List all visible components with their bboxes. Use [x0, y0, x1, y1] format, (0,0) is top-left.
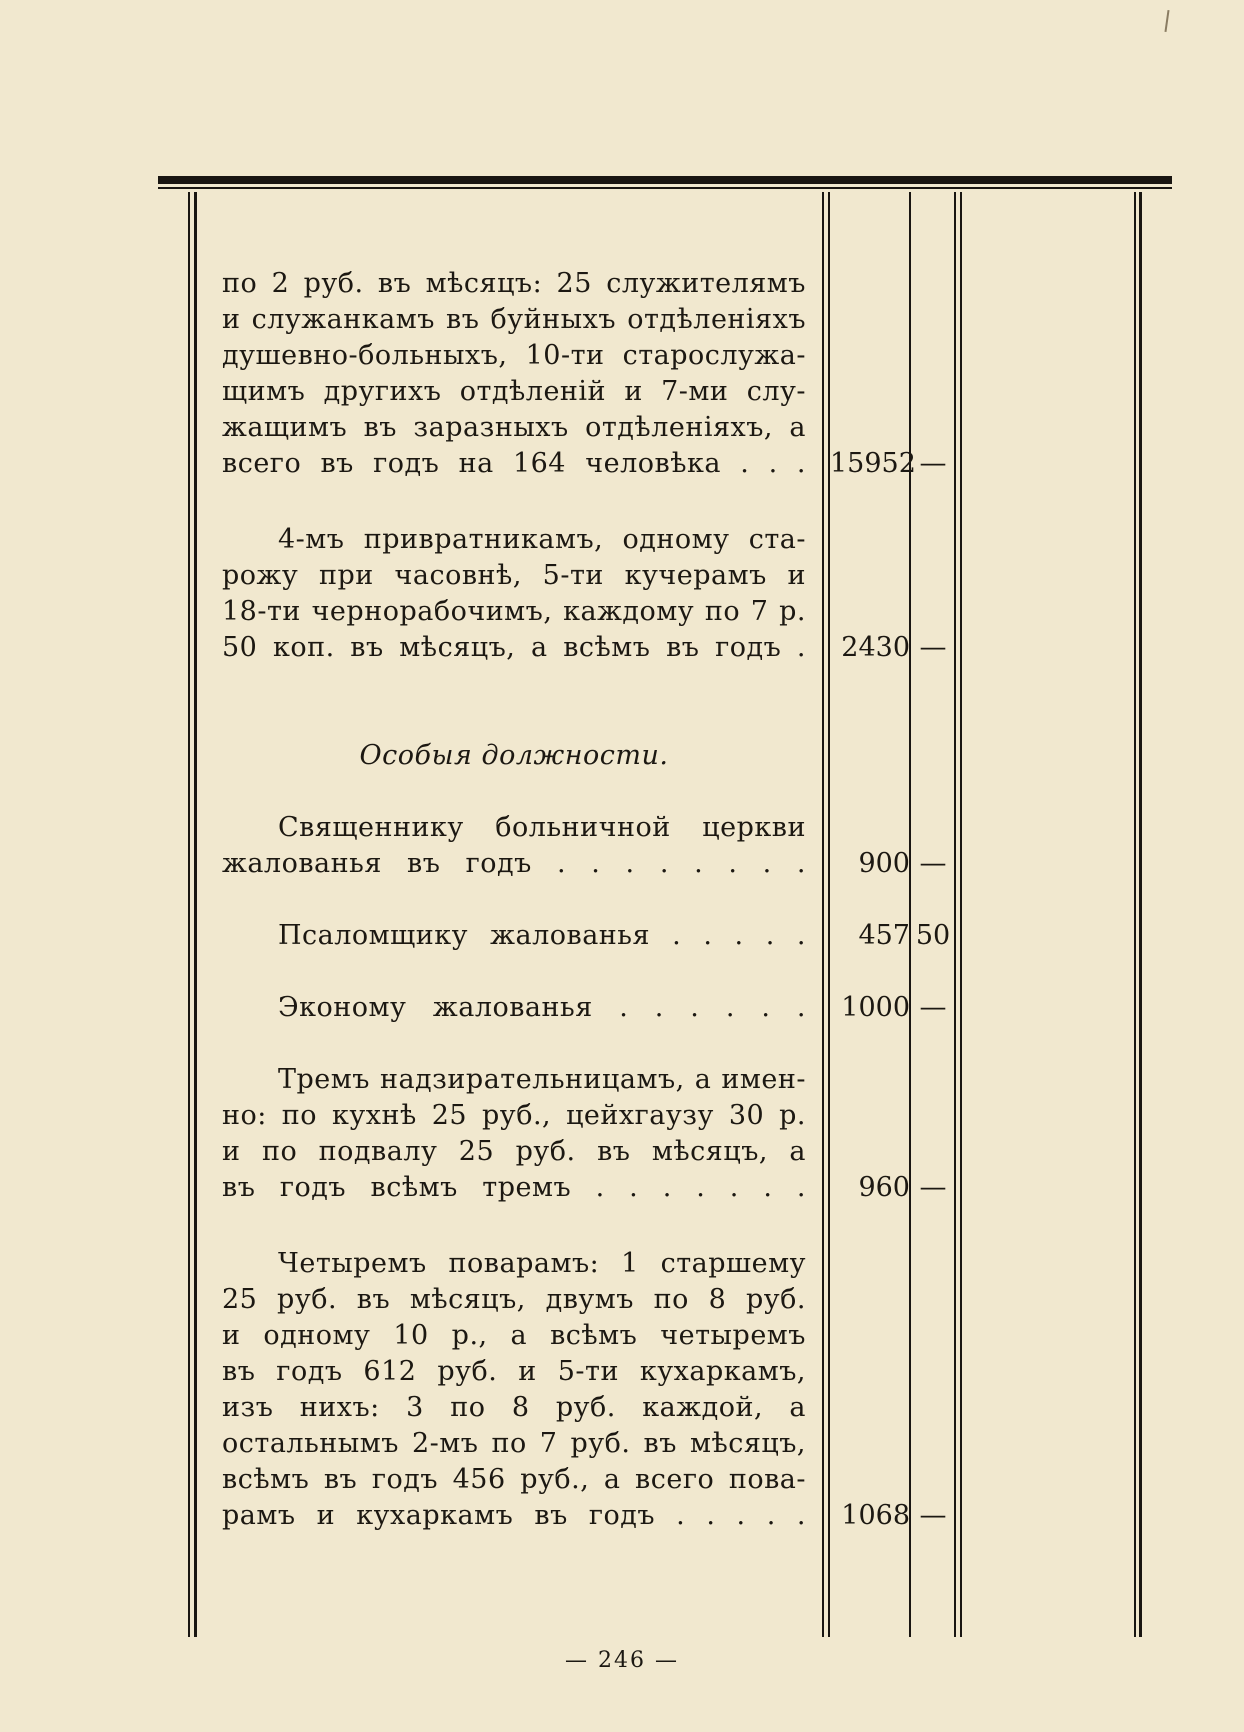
kopecks-value: 50 — [915, 920, 951, 951]
left-border-line-2 — [194, 192, 197, 1637]
top-rule-thin — [158, 187, 1172, 189]
kopecks-value: — — [919, 1500, 947, 1531]
right-border-line-2 — [1139, 192, 1142, 1637]
text-line: изъ нихъ: 3 по 8 руб. каждой, а — [222, 1392, 806, 1423]
text-line: душевно-больныхъ, 10-ти старослужа- — [222, 340, 806, 371]
rubles-value: 1068 — [841, 1500, 910, 1531]
rubles-value: 2430 — [841, 632, 910, 663]
text-line: по 2 руб. въ мѣсяцъ: 25 служителямъ — [222, 268, 806, 299]
kop-column-left-line — [909, 192, 911, 1637]
rub-column-left-line — [822, 192, 824, 1637]
text-line: Псаломщику жалованья . . . . . — [278, 920, 806, 951]
text-line: Священнику больничной церкви — [278, 812, 806, 843]
kopecks-value: — — [919, 632, 947, 663]
text-line: рожу при часовнѣ, 5-ти кучерамъ и — [222, 560, 806, 591]
text-line: 4-мъ привратникамъ, одному ста- — [278, 524, 806, 555]
rubles-value: 1000 — [841, 992, 910, 1023]
rubles-value: 15952 — [830, 448, 916, 479]
left-border-line — [188, 192, 190, 1637]
text-line: и служанкамъ въ буйныхъ отдѣленіяхъ — [222, 304, 806, 335]
right-column-line — [960, 192, 962, 1637]
text-line: въ годъ 612 руб. и 5-ти кухаркамъ, — [222, 1356, 806, 1387]
section-heading: Особыя должности. — [359, 740, 669, 771]
text-line: 25 руб. въ мѣсяцъ, двумъ по 8 руб. — [222, 1284, 806, 1315]
text-line: и одному 10 р., а всѣмъ четыремъ — [222, 1320, 806, 1351]
text-line: остальнымъ 2-мъ по 7 руб. въ мѣсяцъ, — [222, 1428, 806, 1459]
text-line: жалованья въ годъ . . . . . . . . — [222, 848, 806, 879]
page-number: — 246 — — [565, 1648, 679, 1673]
kopecks-value: — — [919, 448, 947, 479]
rubles-value: 457 — [858, 920, 910, 951]
kopecks-value: — — [919, 1172, 947, 1203]
text-line: 50 коп. въ мѣсяцъ, а всѣмъ въ годъ . — [222, 632, 806, 663]
rubles-value: 900 — [858, 848, 910, 879]
text-line: всѣмъ въ годъ 456 руб., а всего пова- — [222, 1464, 806, 1495]
text-line: 18-ти чернорабочимъ, каждому по 7 р. — [222, 596, 806, 627]
top-rule — [158, 176, 1172, 184]
kopecks-value: — — [919, 848, 947, 879]
text-line: въ годъ всѣмъ тремъ . . . . . . . — [222, 1172, 806, 1203]
text-line: но: по кухнѣ 25 руб., цейхгаузу 30 р. — [222, 1100, 806, 1131]
text-line: и по подвалу 25 руб. въ мѣсяцъ, а — [222, 1136, 806, 1167]
text-line: щимъ другихъ отдѣленій и 7-ми слу- — [222, 376, 806, 407]
kopecks-value: — — [919, 992, 947, 1023]
text-line: всего въ годъ на 164 человѣка . . . — [222, 448, 806, 479]
text-line: рамъ и кухаркамъ въ годъ . . . . . — [222, 1500, 806, 1531]
corner-mark — [1164, 10, 1169, 32]
right-border-line — [1134, 192, 1136, 1637]
text-line: Тремъ надзирательницамъ, а имен- — [278, 1064, 806, 1095]
text-line: Эконому жалованья . . . . . . — [278, 992, 806, 1023]
kop-column-right-line — [954, 192, 956, 1637]
text-line: жащимъ въ заразныхъ отдѣленіяхъ, а — [222, 412, 806, 443]
rubles-value: 960 — [858, 1172, 910, 1203]
rub-column-left-line-2 — [828, 192, 830, 1637]
text-line: Четыремъ поварамъ: 1 старшему — [278, 1248, 806, 1279]
